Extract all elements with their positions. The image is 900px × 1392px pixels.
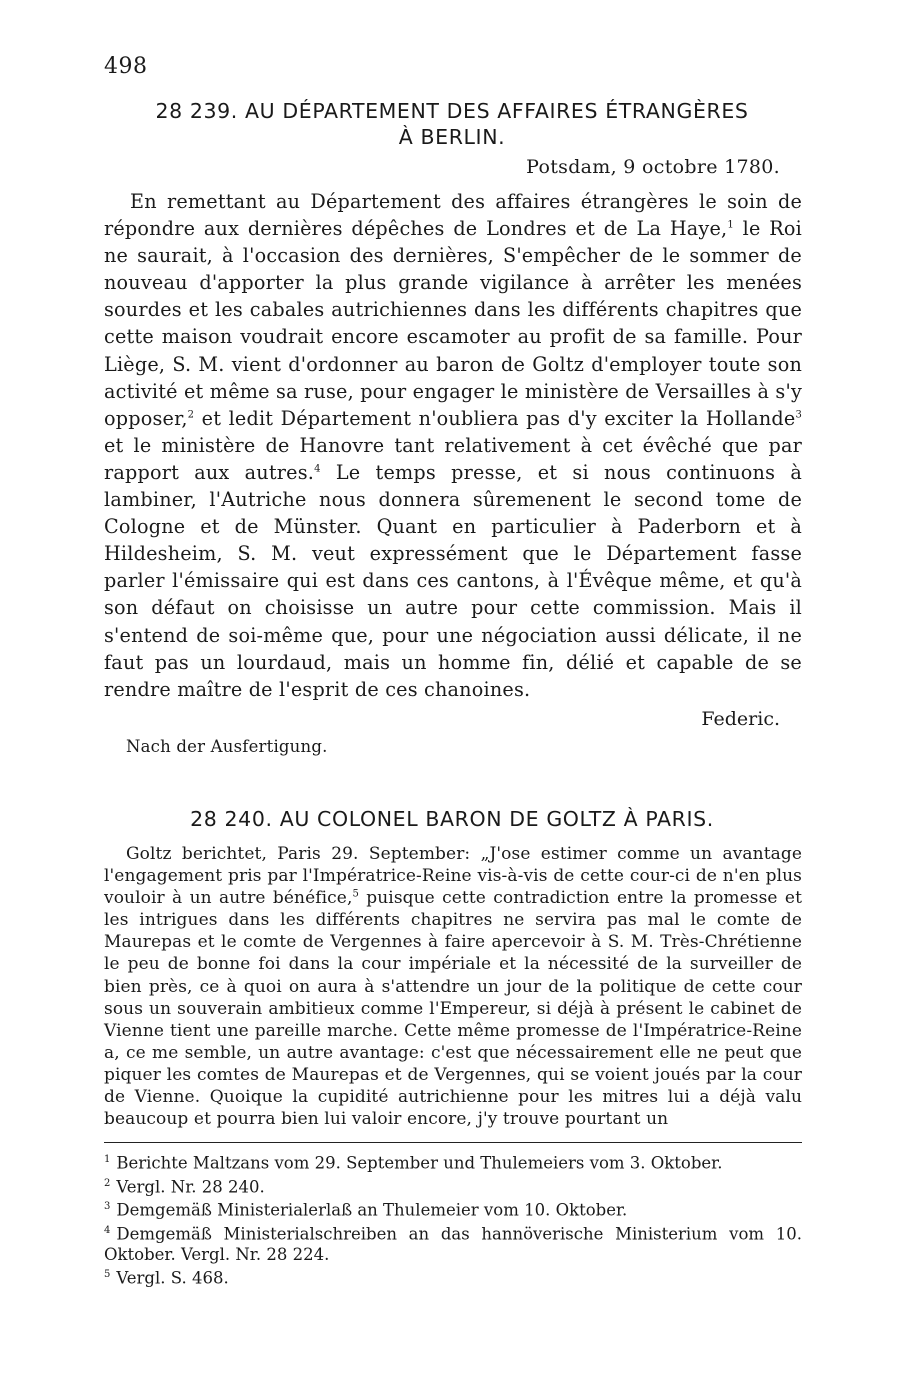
dateline: Potsdam, 9 octobre 1780. — [526, 156, 780, 178]
signature: Federic. — [701, 708, 780, 730]
footnote-text: Vergl. S. 468. — [116, 1268, 229, 1288]
footnotes-list — [104, 1150, 802, 1289]
footnote-ref: 5 — [352, 888, 359, 900]
footnote-ref: 3 — [795, 409, 802, 421]
footnote-mark: 3 — [104, 1201, 111, 1213]
letter-body — [104, 843, 802, 1130]
body-text: Le temps presse, et si nous continuons à lambiner, l'Autriche nous donnera sûremenent le second tome de Cologne et de Münster. Quant en particulier à Paderborn et à Hildesheim, S. M. veut expressément que le Département fasse parler l'émissaire qui est dans ces cantons, à l'Évêque même, et qu'à son défaut on choisisse un autre pour cette commission. Mais il s'entend de soi-même que, pour une négociation aussi délicate, il ne faut pas un lourdaud, mais un homme fin, délié et capable de se rendre maître de l'esprit de ces chanoines. — [104, 460, 803, 701]
footnote-text: Berichte Maltzans vom 29. September und Thulemeiers vom 3. Oktober. — [116, 1153, 723, 1173]
heading-line-2: À BERLIN. — [398, 125, 506, 149]
source-note: Nach der Ausfertigung. — [126, 737, 328, 756]
footnote-mark: 5 — [104, 1269, 111, 1281]
body-text: puisque cette contradiction entre la promesse et les intrigues dans les différents chapitres ne servira pas mal le comte de Maurepas et le comte de Vergennes à faire apercevoir à S. M. Très-Chrétienne le peu de bonne foi dans la cour impériale et la nécessité de la surveiller de bien près, ce à quoi on aura à s'attendre un jour de la politique de cette cour sous un souverain ambitieux comme l'Empereur, si déjà à présent le cabinet de Vienne tient une pareille marche. Cette même promesse de l'Impératrice-Reine a, ce me semble, un autre avantage: c'est que nécessairement elle ne peut que piquer les comtes de Maurepas et de Vergennes, qui se voient joués par la cour de Vienne. Quoique la cupidité autrichienne pour les mitres lui a déjà valu beaucoup et pourra bien lui valoir encore, j'y trouve pourtant un — [104, 888, 802, 1130]
body-text: et ledit Département n'oubliera pas d'y exciter la Hollande — [194, 406, 796, 430]
footnote — [104, 1197, 802, 1221]
footnote — [104, 1150, 802, 1174]
page-number: 498 — [104, 54, 148, 79]
letter-body — [104, 188, 802, 703]
footnote-ref: 4 — [314, 463, 321, 475]
body-text: En remettant au Département des affaires étrangères le soin de répondre aux dernières dépêches de Londres et de La Haye, — [104, 190, 802, 241]
footnote-text: Vergl. Nr. 28 240. — [116, 1177, 265, 1197]
footnote-ref: 2 — [187, 409, 195, 421]
footnote-mark: 1 — [104, 1154, 111, 1165]
footnote-divider — [104, 1142, 802, 1143]
body-text: et le ministère de Hanovre tant relativement à cet évêché que par rapport aux autres. — [104, 433, 802, 484]
footnote-mark: 4 — [104, 1225, 111, 1237]
body-text: Goltz berichtet, Paris 29. September: „J'ose estimer comme un avantage l'engagement pris par l'Impératrice-Reine vis-à-vis de cette cour-ci de n'en plus vouloir à un autre bénéfice, — [104, 844, 802, 909]
body-text: le Roi ne saurait, à l'occasion des dernières, S'empêcher de le sommer de nouveau d'apporter la plus grande vigilance à arrêter les menées sourdes et les cabales autrichiennes dans les différents chapitres que cette maison voudrait encore escamoter au profit de sa famille. Pour Liège, S. M. vient d'ordonner au baron de Goltz d'employer toute son activité et même sa ruse, pour engager le ministère de Versailles à s'y opposer, — [104, 217, 802, 430]
footnote — [104, 1265, 802, 1289]
footnote-text: Demgemäß Ministerialerlaß an Thulemeier vom 10. Oktober. — [116, 1200, 628, 1220]
letter-heading: 28 240. AU COLONEL BARON DE GOLTZ À PARIS. — [190, 807, 714, 831]
footnote-ref: 1 — [727, 219, 734, 231]
footnote — [104, 1174, 802, 1198]
heading-line-1: 28 239. AU DÉPARTEMENT DES AFFAIRES ÉTRANGÈRES — [155, 99, 749, 123]
footnote-text: Demgemäß Ministerialschreiben an das hannöverische Ministerium vom 10. Oktober. Vergl. Nr. 28 224. — [104, 1224, 802, 1264]
footnote — [104, 1221, 802, 1265]
letter-heading — [104, 98, 800, 150]
footnote-mark: 2 — [104, 1177, 111, 1189]
